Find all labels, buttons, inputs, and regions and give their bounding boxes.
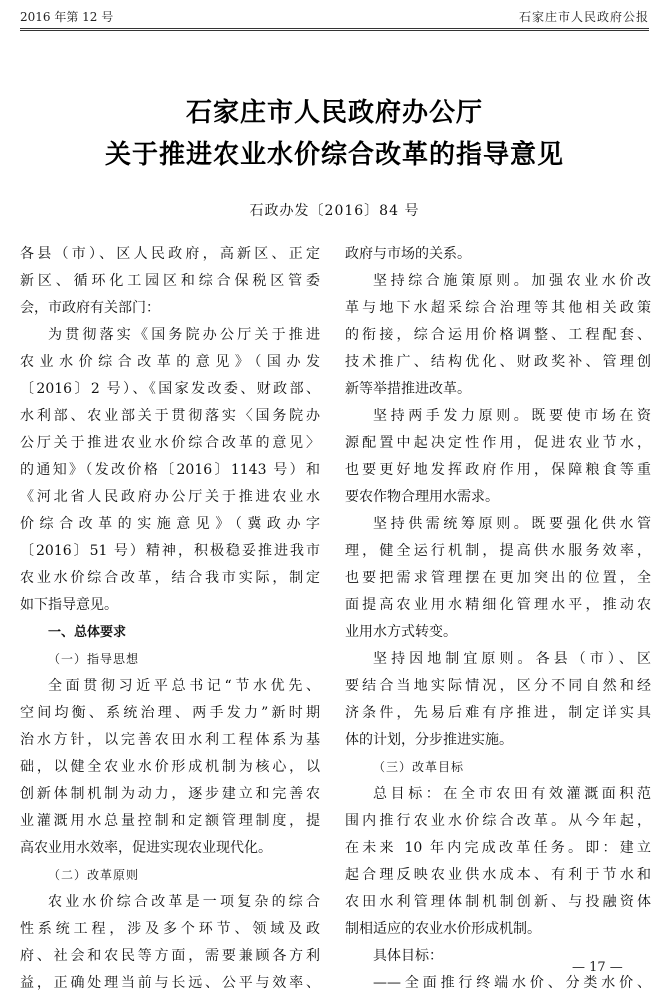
document-title-line-2: 关于推进农业水价综合改革的指导意见: [104, 140, 564, 170]
body-line: 围内推行农业水价综合改革。从今年起，: [345, 813, 651, 829]
body-line: 起合理反映农业供水成本、有利于节水和: [345, 867, 651, 883]
body-line: 的衔接，综合运用价格调整、工程配套、: [345, 327, 651, 343]
subsection-heading: （一）指导思想: [48, 652, 140, 666]
body-line: 农业水价综合改革是一项复杂的综合: [48, 894, 320, 910]
body-line: 济条件，先易后难有序推进，制定详实具: [345, 705, 651, 721]
body-line: 创新体制机制为动力，逐步建立和完善农: [20, 786, 320, 802]
body-line: 也要更好地发挥政府作用，保障粮食等重: [345, 462, 651, 478]
body-line: 会，市政府有关部门：: [20, 300, 160, 316]
body-line: 新等举措推进改革。: [345, 381, 471, 397]
issue-label: 2016 年第 12 号: [20, 10, 114, 24]
body-line: 坚持综合施策原则。加强农业水价改: [373, 273, 651, 289]
body-line: 如下指导意见。: [20, 597, 118, 613]
body-line: 的通知》（发改价格〔2016〕1143 号）和: [20, 462, 320, 478]
document-title-line-1: 石家庄市人民政府办公厅: [185, 98, 483, 128]
body-line: 坚持两手发力原则。既要使市场在资: [373, 408, 651, 424]
body-line: 面提高农业用水精细化管理水平，推动农: [345, 597, 651, 613]
body-line: 技术推广、结构优化、财政奖补、管理创: [345, 354, 651, 370]
body-line: 性系统工程，涉及多个环节、领域及政: [20, 921, 320, 937]
body-line: 新区、循环化工园区和综合保税区管委: [20, 273, 320, 289]
header-rule-bottom: [20, 30, 649, 31]
body-line: 〔2016〕51 号）精神，积极稳妥推进我市: [20, 543, 320, 559]
body-line: 〔2016〕2 号）、《国家发改委、财政部、: [20, 381, 320, 397]
body-line: 公厅关于推进农业水价综合改革的意见〉: [20, 435, 320, 451]
body-line: 农业水价综合改革的意见》（国办发: [20, 354, 320, 370]
body-line: 理，健全运行机制，提高供水服务效率，: [345, 543, 651, 559]
body-line: 具体目标：: [373, 948, 443, 964]
header-rule-top: [20, 28, 649, 29]
body-line: 业用水方式转变。: [345, 624, 457, 640]
subsection-heading: （二）改革原则: [48, 868, 140, 882]
body-line: 全面贯彻习近平总书记“节水优先、: [48, 678, 320, 694]
body-line: 水利部、农业部关于贯彻落实〈国务院办: [20, 408, 320, 424]
section-heading: 一、总体要求: [48, 625, 127, 640]
body-line: 制相适应的农业水价形成机制。: [345, 921, 541, 937]
body-line: 要结合当地实际情况，区分不同自然和经: [345, 678, 651, 694]
body-line: 益，正确处理当前与长远、公平与效率、: [20, 975, 320, 991]
body-line: 要农作物合理用水需求。: [345, 489, 499, 505]
body-line: 也要把需求管理摆在更加突出的位置，全: [345, 570, 651, 586]
body-line: 农业水价综合改革，结合我市实际，制定: [20, 570, 320, 586]
page-number: — 17 —: [572, 960, 623, 975]
body-line: 各县（市）、区人民政府，高新区、正定: [20, 246, 320, 262]
body-line: 革与地下水超采综合治理等其他相关政策: [345, 300, 651, 316]
running-header: [20, 8, 649, 28]
left-column: [20, 241, 320, 997]
document-number: 石政办发〔2016〕84 号: [249, 203, 420, 219]
journal-name: 石家庄市人民政府公报: [518, 10, 649, 24]
body-line: 空间均衡、系统治理、两手发力”新时期: [20, 705, 320, 721]
body-line: ——全面推行终端水价、分类水价、: [373, 975, 651, 991]
body-line: 坚持供需统筹原则。既要强化供水管: [373, 516, 651, 532]
subsection-heading: （三）改革目标: [373, 760, 465, 774]
body-line: 业灌溉用水总量控制和定额管理制度，提: [20, 813, 320, 829]
body-line: 价综合改革的实施意见》（冀政办字: [20, 516, 320, 532]
body-line: 为贯彻落实《国务院办公厅关于推进: [48, 327, 320, 343]
body-line: 府、社会和农民等方面，需要兼顾各方利: [20, 948, 320, 964]
body-line: 治水方针，以完善农田水利工程体系为基: [20, 732, 320, 748]
body-line: 坚持因地制宜原则。各县（市）、区: [373, 651, 651, 667]
body-line: 在未来 10 年内完成改革任务。即：建立: [345, 840, 651, 856]
body-line: 总目标：在全市农田有效灌溉面积范: [373, 786, 651, 802]
body-line: 农田水利管理体制机制创新、与投融资体: [345, 894, 651, 910]
body-line: 《河北省人民政府办公厅关于推进农业水: [20, 489, 320, 505]
body-line: 高农业用水效率，促进实现农业现代化。: [20, 840, 272, 856]
right-column: [345, 241, 651, 997]
body-line: 源配置中起决定性作用，促进农业节水，: [345, 435, 651, 451]
body-line: 体的计划，分步推进实施。: [345, 732, 513, 748]
body-line: 础，以健全农业水价形成机制为核心，以: [20, 759, 320, 775]
body-line: 政府与市场的关系。: [345, 246, 471, 262]
